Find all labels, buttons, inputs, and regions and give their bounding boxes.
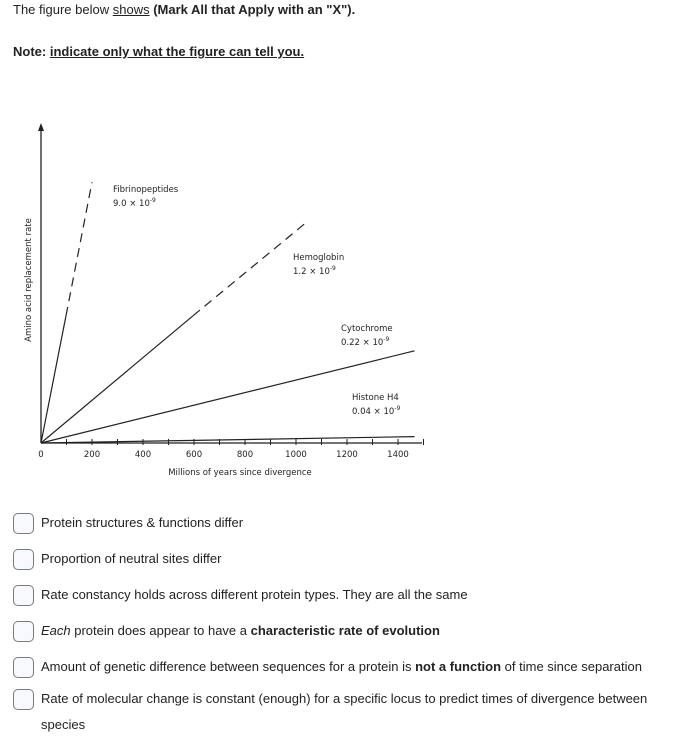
histone-h4-label: Histone H4 [352,393,399,403]
histone-h4-rate: $0.04 \times 10^{-9}$ [352,405,401,417]
option-text: protein does appear to have a [70,623,251,638]
x-tick-label: 600 [185,450,203,460]
answer-option[interactable] [13,660,651,680]
option-text: Rate constancy holds across different protein types. They are all the same [41,587,468,602]
option-text: of time since separation [501,659,642,674]
x-tick-label: 800 [236,450,254,460]
x-tick-label: 1000 [285,450,307,460]
fibrinopeptides-line-dashed [66,182,92,316]
answer-option[interactable] [13,516,651,536]
hemoglobin-line-dashed [193,220,309,315]
x-axis-label: Millions of years since divergence [168,468,312,478]
checkbox[interactable] [13,549,34,570]
y-axis-arrow-icon [38,123,44,131]
option-text: Each [41,623,71,638]
note-label: Note: [13,44,50,59]
answer-option[interactable] [13,692,651,738]
x-tick-label: 200 [83,450,101,460]
x-tick-label: 1200 [336,450,358,460]
option-text: Proportion of neutral sites differ [41,551,222,566]
intro-text: The figure below [13,2,113,17]
option-label [41,546,651,572]
option-text: Amount of genetic difference between sequences for a protein is [41,659,416,674]
answer-option[interactable] [13,624,651,644]
fibrinopeptides-line-solid [41,316,66,443]
option-label [41,582,651,608]
y-axis-label: Amino acid replacement rate [24,218,34,342]
answer-option[interactable] [13,552,651,572]
intro-underlined: shows [112,2,150,17]
x-tick-label: 400 [134,450,152,460]
answer-option[interactable] [13,588,651,608]
checkbox[interactable] [13,657,34,678]
histone-h4-line-solid [41,437,415,443]
option-label [41,654,651,680]
option-text: not a function [415,659,502,674]
fibrinopeptides-rate: $9.0 \times 10^{-9}$ [113,197,156,209]
checkbox[interactable] [13,689,34,710]
hemoglobin-rate: $1.2 \times 10^{-9}$ [293,265,336,277]
checkbox[interactable] [13,585,34,606]
option-label [41,686,651,738]
fibrinopeptides-label: Fibrinopeptides [113,185,179,195]
note-text: indicate only what the figure can tell you. [49,44,305,59]
option-text: characteristic rate of evolution [250,623,440,638]
checkbox[interactable] [13,513,34,534]
checkbox[interactable] [13,621,34,642]
hemoglobin-label: Hemoglobin [293,253,345,263]
cytochrome-rate: $0.22 \times 10^{-9}$ [341,336,390,348]
option-label [41,618,651,644]
option-text: Rate of molecular change is constant (enough) for a specific locus to predict times of divergence between species [41,691,648,732]
x-tick-label: 1400 [387,450,409,460]
intro-bold: (Mark All that Apply with an "X"). [149,2,356,17]
x-tick-label: 0 [38,450,44,460]
option-text: Protein structures & functions differ [41,515,244,530]
cytochrome-label: Cytochrome [341,324,393,334]
option-label [41,510,651,536]
